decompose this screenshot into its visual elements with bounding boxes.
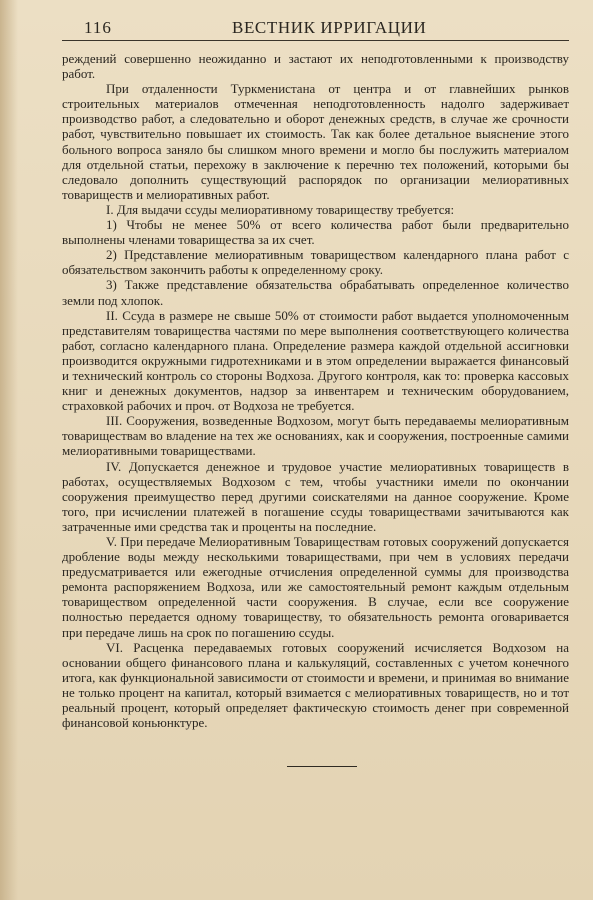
page-edge-shadow	[0, 0, 18, 900]
article-body	[62, 51, 569, 730]
paragraph-item-1: 1) Чтобы не менее 50% от всего количества работ были предварительно выполнены членами товарищества за их счет.	[62, 217, 569, 248]
paragraph-section-4: IV. Допускается денежное и трудовое участие мелиоративных товариществ в работах, осуществляемых Водхозом с тем, чтобы участники имели по окончании сооружения преимущество перед другими соискателями на данное сооружение. Кроме того, при исчислении платежей в погашение ссуды товариществами зачитываются как затраченные ими средства так и проценты на последние.	[62, 458, 569, 534]
paragraph-section-1: I. Для выдачи ссуды мелиоративному товариществу требуется:	[106, 201, 455, 217]
paragraph-section-3: III. Сооружения, возведенные Водхозом, могут быть передаваемы мелиоративным товариществам во владение на тех же основаниях, как и сооружения, построенные самими мелиоративными товариществами.	[62, 413, 569, 459]
paragraph-section-5: V. При передаче Мелиоративным Товариществам готовых сооружений допускается дробление воды между несколькими товариществами, при чем в условиях передачи предусматривается или ежегодные отчисления определенной суммы для производства ремонта распоряжением Водхоза, или же самостоятельный ремонт каждым отдельным товариществом определенной части сооружения. В случае, если все сооружение полностью передается одному товариществу, то обязательность ремонта оговаривается при передаче лишь на срок по погашению ссуды.	[62, 534, 569, 640]
paragraph-section-2: II. Ссуда в размере не свыше 50% от стоимости работ выдается уполномоченным представителям товарищества частями по мере выполнения соответствующего количества работ, согласно календарного плана. Определение размера каждой отдельной ассигновки производится окружными гидротехниками и в этом определении выражается финансовый и технический контроль со стороны Водхоза. Другого контроля, как то: проверка кассовых книг и денежных документов, надзор за инвентарем и техническим оборудованием, страховкой рабочих и проч. от Водхоза не требуется.	[62, 307, 569, 414]
end-of-article-rule	[287, 766, 357, 767]
paragraph-item-2: 2) Представление мелиоративным товариществом календарного плана работ с обязательством закончить работы к определенному сроку.	[62, 247, 569, 278]
journal-title: ВЕСТНИК ИРРИГАЦИИ	[232, 18, 427, 37]
paragraph-intro: При отдаленности Туркменистана от центра и от главнейших рынков строительных материалов отмеченная неподготовленность надолго задерживает производство работ, а следовательно и оборот денежных средств, в случае же срочности работ, чувствительно повышает их стоимость. Так как более детальное выяснение этого больного вопроса заняло бы слишком много времени и могло бы послужить материалом для отдельной статьи, перехожу в заключение к перечню тех положений, которыми бы следовало дополнить существующий распорядок по организации мелиоративных товариществ и мелиоративных работ.	[62, 81, 569, 202]
running-header	[62, 18, 569, 41]
paragraph-item-3: 3) Также представление обязательства обрабатывать определенное количество земли под хлопок.	[62, 277, 569, 308]
page-number: 116	[84, 18, 112, 37]
paragraph-continuation: реждений совершенно неожиданно и застают их неподготовленными к производству работ.	[62, 51, 569, 82]
paragraph-section-6: VI. Расценка передаваемых готовых сооружений исчисляется Водхозом на основании общего финансового плана и калькуляций, составленных с учетом конечного итога, как функциональной зависимости от стоимости и времени, и принимая во внимание не только процент на капитал, который взимается с мелиоративных товариществ, но и тот реальный процент, который определяет фактическую стоимость денег при современной финансовой коньюнктуре.	[62, 639, 569, 731]
